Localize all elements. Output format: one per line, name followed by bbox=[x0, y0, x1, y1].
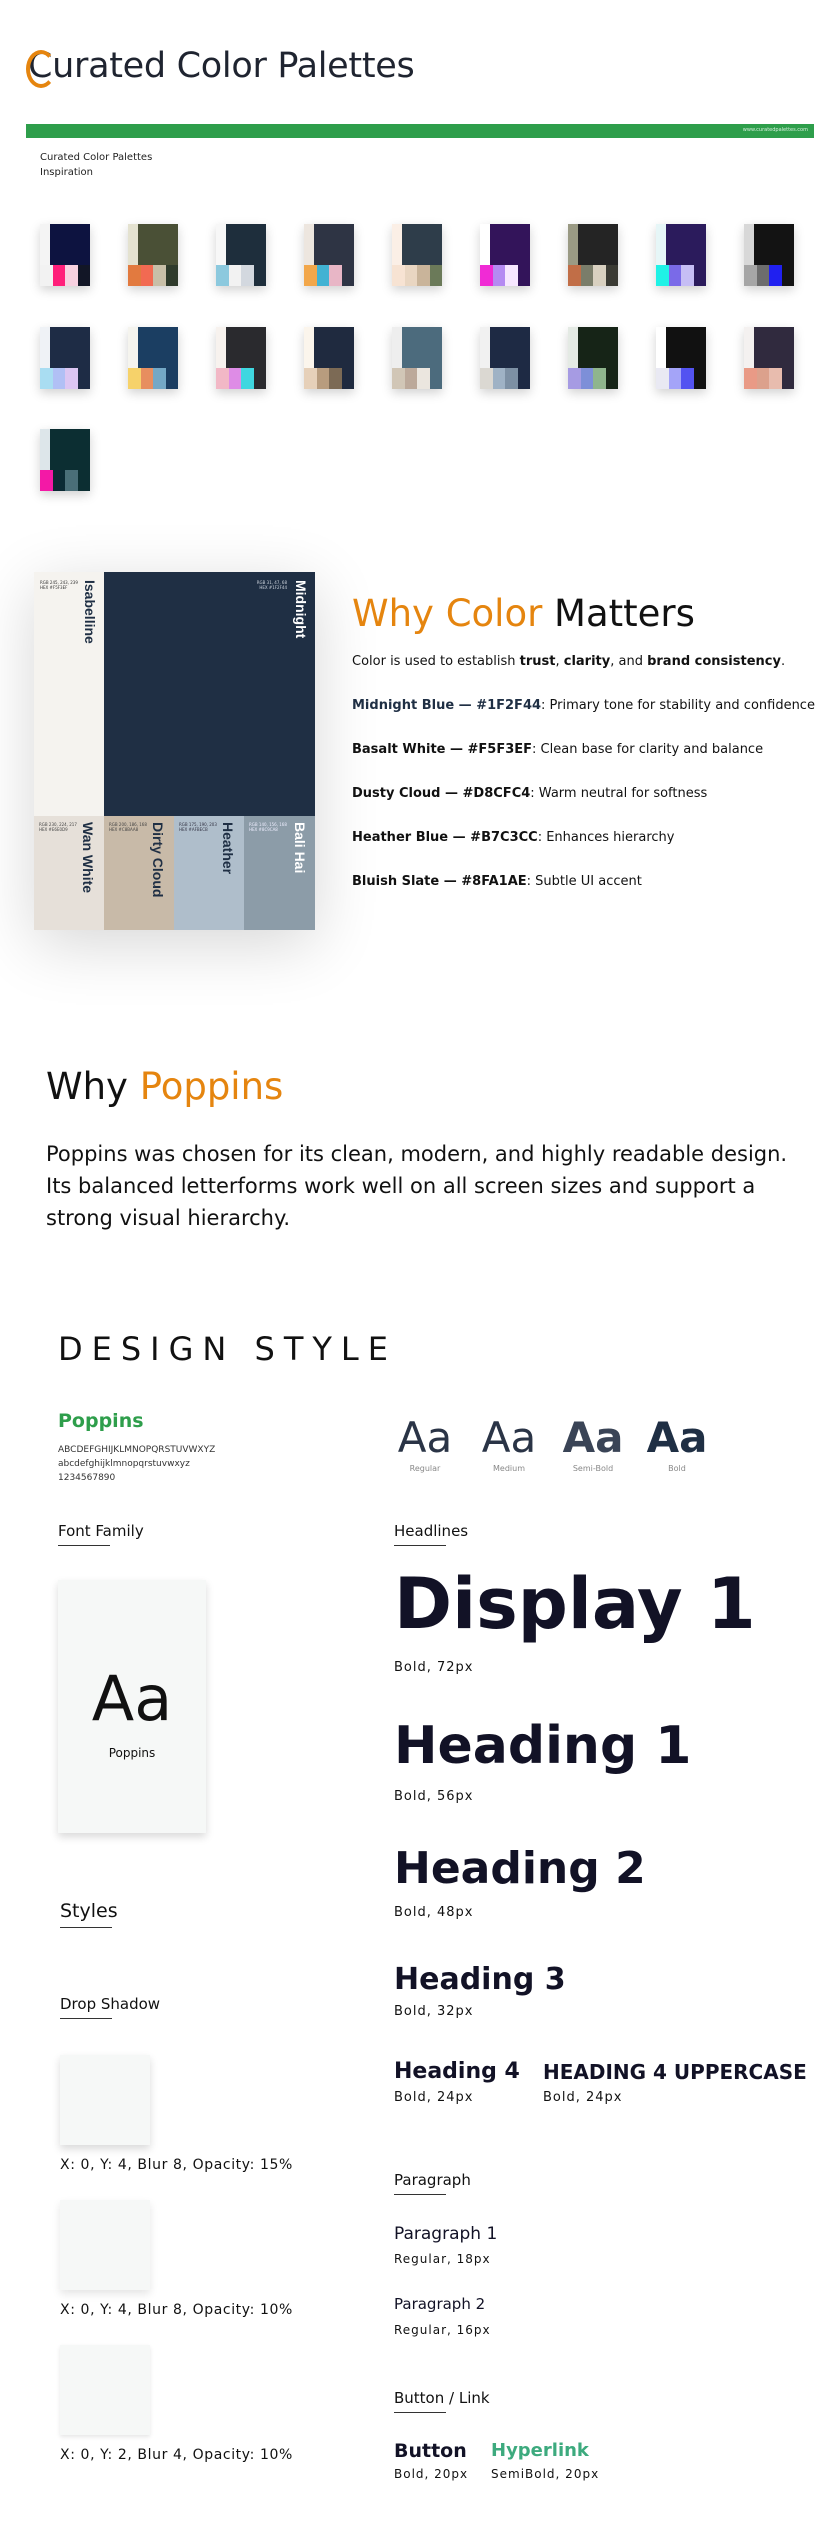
thumbnail-swatch bbox=[405, 368, 418, 389]
thumbnail-side-swatch bbox=[392, 224, 402, 265]
headlines-label: Headlines bbox=[394, 1522, 469, 1540]
palette-thumbnail[interactable] bbox=[304, 224, 354, 286]
thumbnail-swatch bbox=[493, 265, 506, 286]
thumbnail-swatch bbox=[669, 265, 682, 286]
midnight-palette-poster bbox=[34, 572, 315, 930]
thumbnail-swatch bbox=[241, 265, 254, 286]
thumbnail-side-swatch bbox=[128, 327, 138, 368]
palette-thumbnail[interactable] bbox=[744, 224, 794, 286]
thumbnail-swatch bbox=[166, 265, 179, 286]
thumbnail-swatch bbox=[329, 368, 342, 389]
thumbnail-swatch bbox=[166, 368, 179, 389]
poster-swatch-4: RGB 140, 156, 168 HEX #8C9CA8 Bali Hai bbox=[244, 816, 315, 930]
font-card-sample: Aa bbox=[91, 1662, 173, 1735]
button-link-label: Button / Link bbox=[394, 2389, 490, 2407]
thumbnail-swatch bbox=[153, 368, 166, 389]
color-item-desc: : Warm neutral for softness bbox=[530, 786, 708, 801]
thumbnail-swatch bbox=[78, 265, 91, 286]
weight-sample-semibold bbox=[558, 1412, 628, 1473]
thumbnail-swatch bbox=[304, 368, 317, 389]
thumbnail-swatch bbox=[581, 265, 594, 286]
thumbnail-side-swatch bbox=[304, 327, 314, 368]
thumbnail-swatch bbox=[681, 368, 694, 389]
gallery-title-line2: Inspiration bbox=[40, 167, 94, 178]
intro-text: Color is used to establish bbox=[352, 654, 520, 669]
color-item-desc: : Subtle UI accent bbox=[526, 874, 642, 889]
palette-thumbnail[interactable] bbox=[40, 429, 90, 491]
color-item-name: Bluish Slate — #8FA1AE bbox=[352, 874, 527, 889]
thumbnail-swatch bbox=[568, 265, 581, 286]
intro-emphasis: clarity bbox=[563, 654, 611, 669]
weight-sample-glyph: Aa bbox=[481, 1413, 537, 1462]
thumbnail-swatch bbox=[141, 265, 154, 286]
thumbnail-main-swatch bbox=[578, 224, 618, 265]
thumbnail-swatch bbox=[769, 265, 782, 286]
thumbnail-swatch bbox=[65, 470, 78, 491]
thumbnail-swatch bbox=[417, 368, 430, 389]
intro-emphasis: trust bbox=[519, 654, 556, 669]
heading-4-sample: Heading 4 bbox=[394, 2059, 520, 2084]
weight-sample-label: Medium bbox=[493, 1464, 525, 1473]
thumbnail-side-swatch bbox=[480, 224, 490, 265]
color-item bbox=[352, 786, 707, 801]
palette-thumbnail[interactable] bbox=[480, 327, 530, 389]
gallery-title-line1: Curated Color Palettes bbox=[40, 152, 153, 163]
thumbnail-swatch bbox=[40, 265, 53, 286]
banner-url-link[interactable]: www.curatedpalettes.com bbox=[742, 127, 808, 133]
palette-thumbnail[interactable] bbox=[568, 224, 618, 286]
thumbnail-swatch bbox=[254, 265, 267, 286]
weight-sample-label: Bold bbox=[668, 1464, 686, 1473]
font-card-name: Poppins bbox=[108, 1746, 156, 1760]
button-sample[interactable]: Button bbox=[394, 2440, 467, 2462]
intro-text: , and bbox=[610, 654, 648, 669]
thumbnail-main-swatch bbox=[138, 327, 178, 368]
palette-thumbnail[interactable] bbox=[568, 327, 618, 389]
poster-swatch-2: RGB 200, 186, 168 HEX #C8BAA8 Dirty Cloud bbox=[104, 816, 174, 930]
poster-side-label: Isabelline bbox=[82, 580, 98, 644]
shadow-caption: X: 0, Y: 4, Blur 8, Opacity: 15% bbox=[60, 2157, 293, 2173]
intro-emphasis: brand consistency bbox=[647, 654, 781, 669]
thumbnail-main-swatch bbox=[314, 224, 354, 265]
thumbnail-swatch bbox=[681, 265, 694, 286]
heading-4-uppercase-sample: HEADING 4 UPPERCASE bbox=[543, 2060, 807, 2084]
why-poppins-heading-accent: Poppins bbox=[139, 1065, 284, 1108]
font-name: Poppins bbox=[58, 1410, 144, 1432]
thumbnail-swatch bbox=[669, 368, 682, 389]
thumbnail-swatch bbox=[581, 368, 594, 389]
weight-sample-bold bbox=[642, 1412, 712, 1473]
title-rest: urated Color Palettes bbox=[52, 46, 415, 86]
thumbnail-main-swatch bbox=[138, 224, 178, 265]
thumbnail-swatch bbox=[40, 470, 53, 491]
color-item-name: Heather Blue — #B7C3CC bbox=[352, 830, 538, 845]
thumbnail-swatch bbox=[694, 368, 707, 389]
display-1-sample: Display 1 bbox=[394, 1563, 756, 1645]
poster-swatch-1: RGB 230, 224, 217 HEX #E6E0D9 Wan White bbox=[34, 816, 104, 930]
thumbnail-swatch bbox=[782, 368, 795, 389]
thumbnail-side-swatch bbox=[304, 224, 314, 265]
palette-thumbnail[interactable] bbox=[128, 224, 178, 286]
weight-sample-glyph: Aa bbox=[562, 1413, 624, 1462]
thumbnail-swatch bbox=[480, 265, 493, 286]
thumbnail-swatch bbox=[518, 368, 531, 389]
thumbnail-side-swatch bbox=[40, 429, 50, 470]
heading-4-uppercase-meta: Bold, 24px bbox=[543, 2090, 623, 2105]
thumbnail-swatch bbox=[65, 265, 78, 286]
thumbnail-side-swatch bbox=[568, 224, 578, 265]
palette-thumbnail[interactable] bbox=[392, 327, 442, 389]
palette-thumbnail[interactable] bbox=[216, 224, 266, 286]
palette-thumbnail[interactable] bbox=[40, 327, 90, 389]
thumbnail-main-swatch bbox=[490, 224, 530, 265]
thumbnail-main-swatch bbox=[50, 429, 90, 470]
title-initial: C bbox=[28, 46, 53, 86]
shadow-sample-2 bbox=[60, 2200, 150, 2290]
thumbnail-swatch bbox=[505, 265, 518, 286]
thumbnail-swatch bbox=[128, 368, 141, 389]
thumbnail-side-swatch bbox=[40, 224, 50, 265]
thumbnail-swatch bbox=[216, 368, 229, 389]
color-item bbox=[352, 830, 674, 845]
shadow-caption: X: 0, Y: 4, Blur 8, Opacity: 10% bbox=[60, 2302, 293, 2318]
thumbnail-swatch bbox=[694, 265, 707, 286]
thumbnail-swatch bbox=[744, 368, 757, 389]
poster-swatch-label: Dirty Cloud bbox=[150, 822, 166, 898]
thumbnail-swatch bbox=[656, 265, 669, 286]
why-poppins-heading bbox=[46, 1065, 283, 1108]
hyperlink-meta: SemiBold, 20px bbox=[491, 2467, 600, 2481]
thumbnail-swatch bbox=[329, 265, 342, 286]
thumbnail-main-swatch bbox=[402, 224, 442, 265]
thumbnail-swatch bbox=[342, 265, 355, 286]
thumbnail-side-swatch bbox=[216, 327, 226, 368]
palette-thumbnail[interactable] bbox=[216, 327, 266, 389]
thumbnail-swatch bbox=[417, 265, 430, 286]
drop-shadow-label: Drop Shadow bbox=[60, 1995, 161, 2013]
thumbnail-swatch bbox=[480, 368, 493, 389]
color-item-desc: : Primary tone for stability and confidence bbox=[541, 698, 815, 713]
thumbnail-main-swatch bbox=[402, 327, 442, 368]
paragraph-label: Paragraph bbox=[394, 2171, 471, 2189]
weight-sample-label: Semi-Bold bbox=[572, 1464, 614, 1473]
thumbnail-swatch bbox=[342, 368, 355, 389]
weight-sample-glyph: Aa bbox=[646, 1413, 708, 1462]
why-poppins-body: Poppins was chosen for its clean, modern, and highly readable design. Its balanced letterforms work well on all screen sizes and support a strong visual hierarchy. bbox=[46, 1142, 788, 1230]
thumbnail-swatch bbox=[392, 265, 405, 286]
thumbnail-main-swatch bbox=[50, 224, 90, 265]
design-style-heading: DESIGN STYLE bbox=[58, 1330, 397, 1368]
color-item bbox=[352, 698, 815, 713]
thumbnail-swatch bbox=[304, 265, 317, 286]
thumbnail-swatch bbox=[493, 368, 506, 389]
color-item-desc: : Enhances hierarchy bbox=[537, 830, 675, 845]
palette-thumbnail[interactable] bbox=[392, 224, 442, 286]
why-color-intro bbox=[352, 654, 785, 669]
heading-2-meta: Bold, 48px bbox=[394, 1905, 474, 1920]
thumbnail-swatch bbox=[606, 265, 619, 286]
styles-label: Styles bbox=[60, 1900, 118, 1922]
glyph-set bbox=[58, 1443, 215, 1485]
thumbnail-swatch bbox=[53, 368, 66, 389]
poster-swatch-label: Wan White bbox=[80, 822, 96, 894]
font-family-label: Font Family bbox=[58, 1522, 144, 1540]
thumbnail-swatch bbox=[216, 265, 229, 286]
color-item-name: Midnight Blue — #1F2F44 bbox=[352, 698, 542, 713]
palette-thumbnail[interactable] bbox=[128, 327, 178, 389]
thumbnail-swatch bbox=[405, 265, 418, 286]
shadow-sample-1 bbox=[60, 2055, 150, 2145]
color-item-name: Dusty Cloud — #D8CFC4 bbox=[352, 786, 531, 801]
heading-1-sample: Heading 1 bbox=[394, 1716, 692, 1776]
thumbnail-swatch bbox=[430, 368, 443, 389]
thumbnail-main-swatch bbox=[226, 224, 266, 265]
poster-main-label: Midnight bbox=[293, 580, 309, 639]
thumbnail-side-swatch bbox=[744, 327, 754, 368]
palette-thumbnail[interactable] bbox=[656, 327, 706, 389]
thumbnail-swatch bbox=[153, 265, 166, 286]
thumbnail-side-swatch bbox=[128, 224, 138, 265]
weight-sample-medium bbox=[474, 1412, 544, 1473]
thumbnail-swatch bbox=[782, 265, 795, 286]
thumbnail-swatch bbox=[593, 265, 606, 286]
weight-sample-glyph: Aa bbox=[397, 1413, 453, 1462]
thumbnail-side-swatch bbox=[656, 224, 666, 265]
paragraph-2-meta: Regular, 16px bbox=[394, 2323, 491, 2337]
button-meta: Bold, 20px bbox=[394, 2467, 469, 2481]
heading-3-meta: Bold, 32px bbox=[394, 2004, 474, 2019]
glyph-uppercase: ABCDEFGHIJKLMNOPQRSTUVWXYZ bbox=[58, 1445, 216, 1455]
thumbnail-main-swatch bbox=[754, 224, 794, 265]
paragraph-1-sample: Paragraph 1 bbox=[394, 2224, 498, 2244]
page-title bbox=[28, 46, 414, 86]
thumbnail-swatch bbox=[317, 368, 330, 389]
palette-thumbnail[interactable] bbox=[40, 224, 90, 286]
thumbnail-swatch bbox=[430, 265, 443, 286]
thumbnail-swatch bbox=[78, 470, 91, 491]
thumbnail-swatch bbox=[241, 368, 254, 389]
color-item bbox=[352, 874, 642, 889]
heading-2-sample: Heading 2 bbox=[394, 1843, 646, 1894]
thumbnail-main-swatch bbox=[50, 327, 90, 368]
thumbnail-swatch bbox=[78, 368, 91, 389]
thumbnail-main-swatch bbox=[666, 224, 706, 265]
palette-thumbnail[interactable] bbox=[656, 224, 706, 286]
shadow-sample-3 bbox=[60, 2345, 150, 2435]
thumbnail-main-swatch bbox=[226, 327, 266, 368]
thumbnail-side-swatch bbox=[568, 327, 578, 368]
heading-4-meta: Bold, 24px bbox=[394, 2090, 474, 2105]
thumbnail-side-swatch bbox=[480, 327, 490, 368]
paragraph-1-meta: Regular, 18px bbox=[394, 2252, 491, 2266]
hyperlink-sample[interactable]: Hyperlink bbox=[491, 2440, 589, 2461]
thumbnail-swatch bbox=[65, 368, 78, 389]
heading-3-sample: Heading 3 bbox=[394, 1962, 566, 1997]
thumbnail-swatch bbox=[757, 368, 770, 389]
why-color-heading-accent: Why Color bbox=[352, 592, 543, 635]
thumbnail-side-swatch bbox=[392, 327, 402, 368]
thumbnail-swatch bbox=[392, 368, 405, 389]
glyph-lowercase: abcdefghijklmnopqrstuvwxyz bbox=[58, 1459, 190, 1469]
display-1-meta: Bold, 72px bbox=[394, 1660, 474, 1675]
thumbnail-swatch bbox=[53, 265, 66, 286]
thumbnail-main-swatch bbox=[578, 327, 618, 368]
why-color-heading-rest: Matters bbox=[542, 592, 695, 635]
thumbnail-swatch bbox=[757, 265, 770, 286]
thumbnail-swatch bbox=[229, 368, 242, 389]
thumbnail-swatch bbox=[518, 265, 531, 286]
weight-sample-regular bbox=[390, 1412, 460, 1473]
color-item-desc: : Clean base for clarity and balance bbox=[532, 742, 764, 757]
palette-thumbnail[interactable] bbox=[744, 327, 794, 389]
thumbnail-swatch bbox=[229, 265, 242, 286]
poster-swatch-label: Heather bbox=[220, 822, 236, 875]
palette-thumbnail[interactable] bbox=[304, 327, 354, 389]
thumbnail-swatch bbox=[656, 368, 669, 389]
thumbnail-swatch bbox=[317, 265, 330, 286]
thumbnail-swatch bbox=[141, 368, 154, 389]
poster-side-panel: RGB 245, 243, 239 HEX #F5F3EF Isabelline bbox=[34, 572, 104, 816]
thumbnail-main-swatch bbox=[666, 327, 706, 368]
thumbnail-swatch bbox=[128, 265, 141, 286]
color-item-name: Basalt White — #F5F3EF bbox=[352, 742, 533, 757]
thumbnail-swatch bbox=[744, 265, 757, 286]
palette-thumbnail[interactable] bbox=[480, 224, 530, 286]
intro-text: , bbox=[555, 654, 564, 669]
why-color-heading bbox=[352, 592, 695, 635]
poster-main-panel: RGB 31, 47, 68 HEX #1F2F44 Midnight bbox=[104, 572, 315, 816]
thumbnail-swatch bbox=[53, 470, 66, 491]
font-family-card bbox=[58, 1580, 206, 1833]
heading-1-meta: Bold, 56px bbox=[394, 1789, 474, 1804]
thumbnail-side-swatch bbox=[40, 327, 50, 368]
thumbnail-swatch bbox=[40, 368, 53, 389]
paragraph-2-sample: Paragraph 2 bbox=[394, 2295, 486, 2313]
thumbnail-swatch bbox=[606, 368, 619, 389]
thumbnail-swatch bbox=[769, 368, 782, 389]
thumbnail-main-swatch bbox=[754, 327, 794, 368]
glyph-digits: 1234567890 bbox=[58, 1473, 116, 1483]
thumbnail-swatch bbox=[505, 368, 518, 389]
poster-swatch-3: RGB 175, 190, 203 HEX #AFBECB Heather bbox=[174, 816, 244, 930]
why-poppins-heading-pre: Why bbox=[46, 1065, 140, 1108]
thumbnail-swatch bbox=[568, 368, 581, 389]
poster-swatch-label: Bali Hai bbox=[292, 822, 308, 874]
thumbnail-swatch bbox=[254, 368, 267, 389]
weight-sample-label: Regular bbox=[409, 1464, 441, 1473]
thumbnail-side-swatch bbox=[216, 224, 226, 265]
thumbnail-swatch bbox=[593, 368, 606, 389]
thumbnail-main-swatch bbox=[490, 327, 530, 368]
color-item bbox=[352, 742, 763, 757]
shadow-caption: X: 0, Y: 2, Blur 4, Opacity: 10% bbox=[60, 2447, 293, 2463]
gallery-banner bbox=[26, 124, 814, 138]
thumbnail-side-swatch bbox=[744, 224, 754, 265]
gallery-title bbox=[40, 150, 152, 180]
thumbnail-main-swatch bbox=[314, 327, 354, 368]
intro-text: . bbox=[780, 654, 786, 669]
thumbnail-side-swatch bbox=[656, 327, 666, 368]
